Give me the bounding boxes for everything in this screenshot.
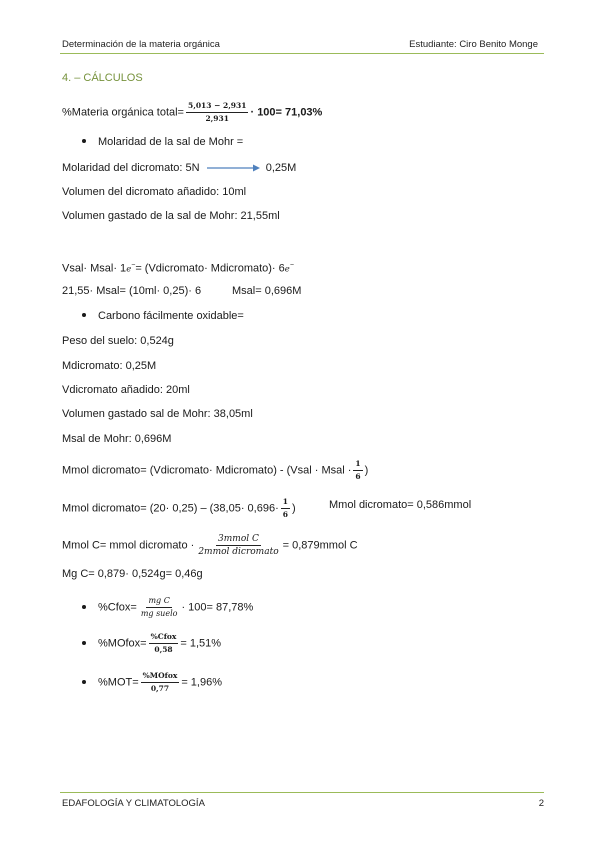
msal-mohr: Msal de Mohr: 0,696M [62,433,172,445]
bullet-dot [82,313,86,317]
mot-lead: %MOT= [98,676,139,689]
molaridad-dicromato-line [62,161,296,175]
molaridad-dicromato-result: 0,25M [265,162,297,174]
mmol-numeric [62,497,296,520]
mo-total-tail: · 100= 71,03% [250,106,323,119]
mot-numerator: %MOfox [141,671,180,683]
mot-fraction [141,671,180,694]
cfox-denominator: mg suelo [140,609,178,618]
mdicromato: Mdicromato: 0,25M [62,360,157,372]
mo-total-lead: %Materia orgánica total= [62,106,184,119]
mofox-numerator: %Cfox [149,632,179,644]
mmol-formula-text: Mmol dicromato= (Vdicromato· Mdicromato) - (Vsal · Msal · [62,464,352,477]
mg-c: Mg C= 0,879· 0,524g= 0,46g [62,568,203,580]
mmol-c-result: = 0,879mmol C [282,539,358,552]
bullet-dot [82,680,86,684]
header-rule [60,53,544,54]
mmol-c [62,534,358,557]
mmol-numeric-text: Mmol dicromato= (20· 0,25) – (38,05· 0,696· [62,502,279,515]
mo-total-numerator: 5,013 − 2,931 [186,101,248,113]
eq-numeric-text: 21,55· Msal= (10ml· 0,25)· 6 [62,285,202,297]
mmol-formula-close: ) [364,464,369,477]
mmol-c-fraction [196,534,280,557]
eq-numeric [62,284,201,298]
mo-total-fraction [186,101,248,124]
header-left: Determinación de la materia orgánica [62,39,220,50]
bullet-carbono [82,309,244,323]
footer-rule [60,792,544,793]
bullet-carbono-text: Carbono fácilmente oxidable= [98,310,244,322]
eq-general [62,259,294,277]
peso-suelo: Peso del suelo: 0,524g [62,335,174,347]
eq-general-e1: e [126,264,132,275]
mot-tail: = 1,96% [181,676,222,689]
eq-general-charge1: − [131,262,136,269]
eq-general-left: Vsal· Msal· 1 [62,262,127,275]
mmol-numeric-close: ) [291,502,296,515]
mot-denominator: 0,77 [150,684,170,693]
page-number: 2 [538,798,544,809]
mofox-fraction [149,632,179,655]
bullet-molaridad-text: Molaridad de la sal de Mohr = [98,136,244,148]
footer-left: EDAFOLOGÍA Y CLIMATOLOGÍA [62,798,205,809]
bullet-molaridad [82,135,243,149]
mmol-numeric-fraction [281,497,290,520]
mofox-denominator: 0,58 [154,645,173,654]
mo-total-denominator: 2,931 [205,114,229,123]
mmol-formula-denominator: 6 [355,472,361,481]
mofox-tail: = 1,51% [180,637,222,650]
mmol-formula [62,459,368,482]
volumen-gastado: Volumen gastado de la sal de Mohr: 21,55ml [62,210,280,222]
volumen-dicromato: Volumen del dicromato añadido: 10ml [62,186,247,198]
mmol-numeric-denominator: 6 [282,510,288,519]
header-right: Estudiante: Ciro Benito Monge [409,39,538,50]
mmol-formula-fraction [353,459,362,482]
mmol-numeric-numerator: 1 [281,497,290,509]
cfox-lead: %Cfox= [98,601,137,614]
mofox-lead: %MOfox= [98,637,147,650]
eq-general-middle: = (Vdicromato· Mdicromato)· 6 [135,262,285,275]
eq-general-charge2: − [289,262,294,269]
mofox-line [82,632,221,655]
bullet-dot [82,605,86,609]
mo-total-line [62,101,322,124]
mmol-numeric-result: Mmol dicromato= 0,586mmol [329,499,472,511]
cfox-line [82,596,253,619]
eq-numeric-result: Msal= 0,696M [232,285,302,297]
molaridad-dicromato-label: Molaridad del dicromato: 5N [62,162,200,174]
mmol-c-text: Mmol C= mmol dicromato · [62,539,195,552]
arrow-right-icon [205,163,261,173]
bullet-dot [82,139,86,143]
mot-line [82,671,222,694]
cfox-tail: · 100= 87,78% [181,601,254,614]
eq-general-e2: e [284,264,290,275]
mmol-c-numerator: 3mmol C [218,534,259,544]
section-title: 4. – CÁLCULOS [62,72,143,84]
vdicromato: Vdicromato añadido: 20ml [62,384,190,396]
bullet-dot [82,641,86,645]
cfox-numerator: mg C [146,596,171,608]
volumen-mohr: Volumen gastado sal de Mohr: 38,05ml [62,408,253,420]
cfox-fraction [139,596,180,619]
mmol-c-denominator: 2mmol dicromato [198,547,279,557]
mmol-formula-numerator: 1 [353,459,362,471]
